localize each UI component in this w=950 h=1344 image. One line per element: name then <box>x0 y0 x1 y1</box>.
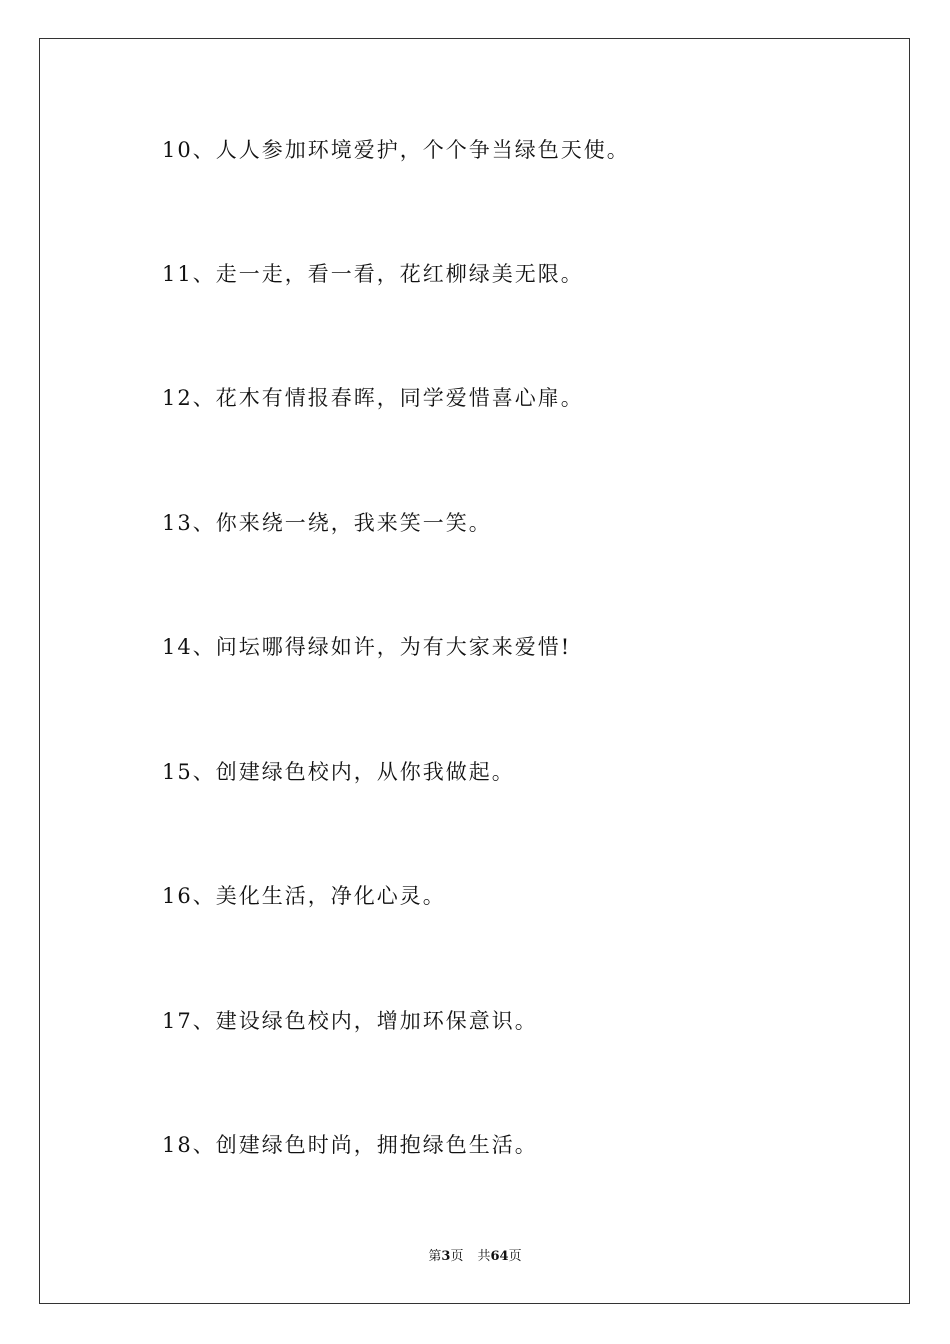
page-number: 3 <box>441 1249 451 1264</box>
slogan-line-15: 15、创建绿色校内，从你我做起。 <box>162 760 515 784</box>
page-prefix: 第 <box>428 1249 442 1264</box>
total-prefix: 共 <box>477 1249 491 1264</box>
page-footer <box>0 1248 950 1266</box>
slogan-line-14: 14、问坛哪得绿如许，为有大家来爱惜! <box>162 635 572 659</box>
slogan-line-17: 17、建设绿色校内，增加环保意识。 <box>162 1009 538 1033</box>
slogan-line-13: 13、你来绕一绕，我来笑一笑。 <box>162 511 492 535</box>
page-border <box>39 38 910 1304</box>
slogan-line-18: 18、创建绿色时尚，拥抱绿色生活。 <box>162 1133 538 1157</box>
total-pages: 64 <box>490 1249 509 1264</box>
total-suffix: 页 <box>508 1249 522 1264</box>
slogan-line-11: 11、走一走，看一看，花红柳绿美无限。 <box>162 262 584 286</box>
slogan-line-12: 12、花木有情报春晖，同学爱惜喜心扉。 <box>162 386 584 410</box>
page-suffix: 页 <box>450 1249 464 1264</box>
slogan-line-16: 16、美化生活，净化心灵。 <box>162 884 446 908</box>
slogan-line-10: 10、人人参加环境爱护，个个争当绿色天使。 <box>162 138 630 162</box>
